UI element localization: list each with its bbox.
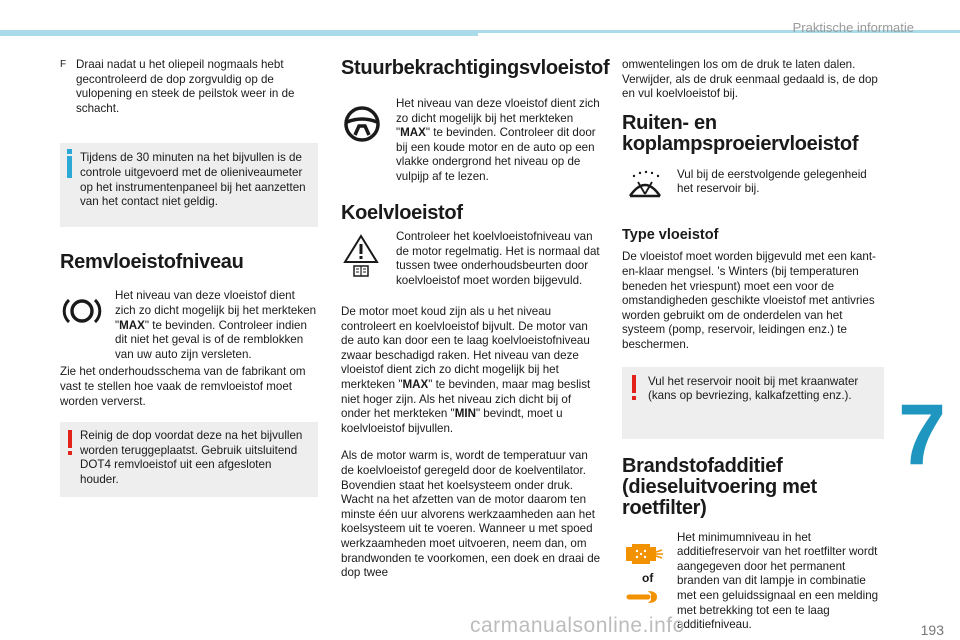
coolant-p1-b: " te bevinden, maar mag beslist niet hoger zijn. Als het niveau zich dicht bij of onder het merkteken " xyxy=(341,377,591,421)
coolant-paragraph-2: Als de motor warm is, wordt de temperatuur van de koelvloeistof geregeld door de koelventilator. Bovendien staat het koelsysteem onder druk. Wacht na het afzetten van de motor daarom ten minste één uur alvorens werkzaamheden aan het koelsysteem uit te voeren. Wanneer u met spoed werkzaamheden moet uitvoeren, neem dan, om brandwonden te voorkomen, een doek en draai de dop twee xyxy=(341,449,601,580)
section-title: Praktische informatie xyxy=(792,20,914,35)
warning-icon xyxy=(631,375,636,400)
coolant-min-mark: MIN xyxy=(454,407,476,421)
type-heading: Type vloeistof xyxy=(622,226,719,243)
additive-text: Het minimumniveau in het additiefreservoir van het roetfilter wordt aangegeven door het permanent branden van dit lampje in combinatie met een geluidssignaal en een melding met betrekking tot een te laag additiefniveau. xyxy=(677,530,879,632)
info-note-text: Tijdens de 30 minuten na het bijvullen is de controle uitgevoerd met de olieniveaumeter op het instrumentenpaneel bij het aanzetten van het contact niet geldig. xyxy=(80,151,306,209)
info-note xyxy=(60,143,318,227)
washer-icon-block xyxy=(622,168,884,216)
steering-max-mark: MAX xyxy=(400,126,426,140)
brake-text-a: Het niveau van deze vloeistof dient zich zo dicht mogelijk bij het merkteken " xyxy=(115,289,317,332)
coolant-paragraph-1 xyxy=(341,305,603,436)
bullet-item xyxy=(60,58,318,116)
bullet-text: Draai nadat u het oliepeil nogmaals hebt gecontroleerd de dop zorgvuldig op de vulopening en steek de peilstok weer in de schacht. xyxy=(76,58,295,115)
warning-icon xyxy=(67,430,72,455)
brake-warning-icon xyxy=(62,295,102,327)
column-1 xyxy=(60,58,318,497)
column-2 xyxy=(341,57,610,581)
particle-filter-icon xyxy=(624,541,664,567)
brake-heading: Remvloeistofniveau xyxy=(60,251,244,274)
coolant-heading: Koelvloeistof xyxy=(341,202,463,224)
header-accent-bar xyxy=(0,30,478,36)
wrench-icon xyxy=(626,589,660,605)
chapter-number: 7 xyxy=(898,387,946,483)
coolant-icon-block xyxy=(341,230,603,302)
additive-heading: Brandstofadditief (dieseluitvoering met roetfilter) xyxy=(622,454,817,519)
bullet-marker: F xyxy=(60,59,67,70)
hot-coolant-warning-icon xyxy=(343,234,379,278)
steering-wheel-icon xyxy=(343,105,381,143)
coolant-icon-text: Controleer het koelvloeistofniveau van de motor regelmatig. Het is normaal dat tussen twee onderhoudsbeurten door koelvloeistof moet worden bijgevuld. xyxy=(396,230,600,287)
coolant-max-mark: MAX xyxy=(402,377,429,391)
warning-note-washer xyxy=(622,367,884,439)
type-paragraph: De vloeistof moet worden bijgevuld met een kant-en-klaar mengsel. 's Winters (bij temperaturen beneden het vriespunt) moet een voor de omstandigheden geschikte vloeistof met antivries worden gebruikt om de onderdelen van het systeem (pomp, reservoir, leidingen enz.) te beschermen. xyxy=(622,250,876,351)
washer-fluid-icon xyxy=(626,170,664,200)
page-number: 193 xyxy=(920,622,944,638)
column-3 xyxy=(622,58,884,631)
steering-heading: Stuurbekrachtigingsvloeistof xyxy=(341,57,610,79)
steering-icon-block xyxy=(341,97,603,201)
watermark: carmanualsonline.info xyxy=(470,614,685,637)
coolant-p1-a: De motor moet koud zijn als u het niveau controleert en koelvloeistof bijvult. De motor van de auto kan door een te laag koelvloeistofniveau zwaar beschadigd raken. Het niveau van deze vloeistof dient zich zo dicht mogelijk bij het merkteken " xyxy=(341,305,590,391)
warning-note xyxy=(60,422,318,497)
brake-icon-block xyxy=(60,289,318,363)
steering-text-b: " te bevinden. Controleer dit door bij een koude motor en de auto op een vlakke ondergrond het niveau op de vulpijp af te lezen. xyxy=(396,126,596,183)
brake-paragraph: Zie het onderhoudsschema van de fabrikant om vast te stellen hoe vaak de remvloeistof moet worden ververst. xyxy=(60,365,306,408)
or-label: of xyxy=(642,570,654,585)
info-icon xyxy=(66,149,72,178)
brake-max-mark: MAX xyxy=(119,318,145,332)
continued-paragraph: omwentelingen los om de druk te laten dalen. Verwijder, als de druk eenmaal gedaald is, de dop en vul koelvloeistof bij. xyxy=(622,58,878,101)
coolant-p1-c: " bevindt, moet u koelvloeistof bijvullen. xyxy=(341,407,563,435)
steering-text-a: Het niveau van deze vloeistof dient zich zo dicht mogelijk bij het merkteken " xyxy=(396,97,600,140)
washer-warning-text: Vul het reservoir nooit bij met kraanwater (kans op bevriezing, kalkafzetting enz.). xyxy=(648,374,859,403)
warning-note-text: Reinig de dop voordat deze na het bijvullen worden teruggeplaatst. Gebruik uitsluitend DOT4 remvloeistof uit een afgesloten houder. xyxy=(80,429,303,486)
washer-text: Vul bij de eerstvolgende gelegenheid het reservoir bij. xyxy=(677,167,867,196)
brake-text-b: " te bevinden. Controleer indien dit niet het geval is of de remblokken van uw auto zijn versleten. xyxy=(115,318,307,361)
washer-heading: Ruiten- en koplampsproeiervloeistof xyxy=(622,111,859,155)
